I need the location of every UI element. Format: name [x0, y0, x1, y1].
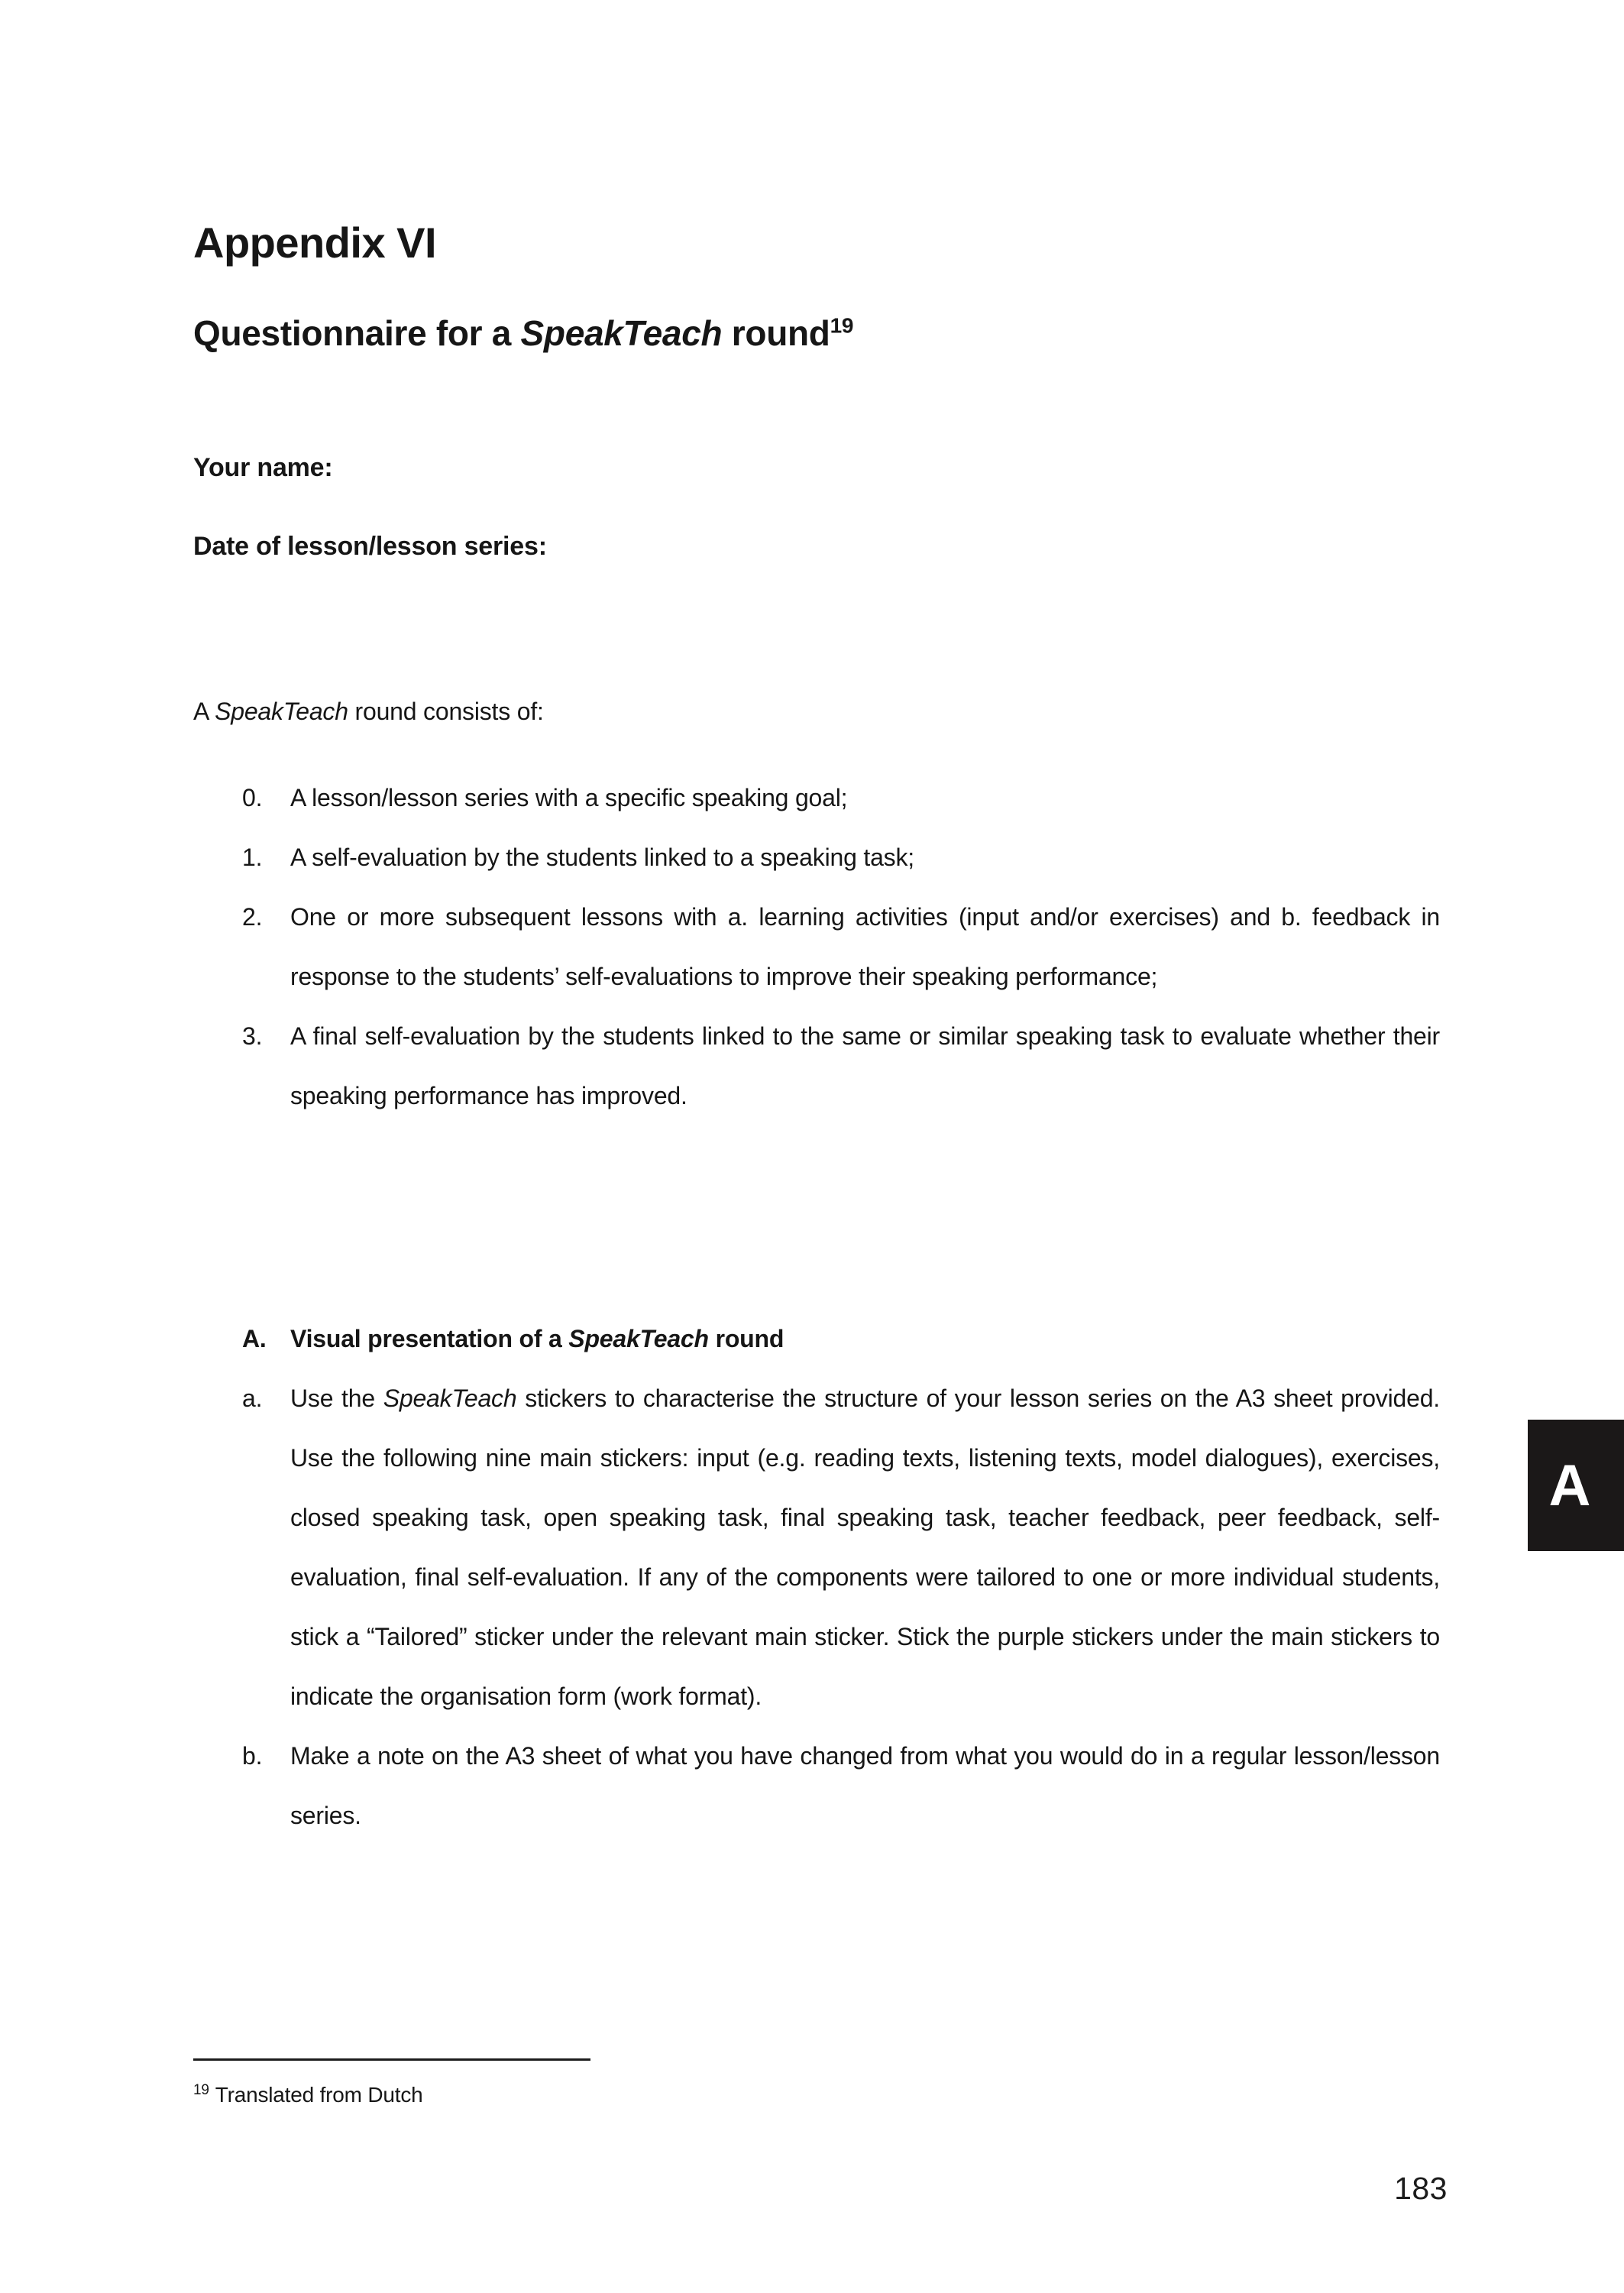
section-a	[242, 1309, 1440, 1845]
list-item-number: 2.	[242, 903, 263, 931]
intro-prefix: A	[193, 698, 215, 725]
list-item-number: 1.	[242, 844, 263, 871]
list-item-text: A final self-evaluation by the students linked to the same or similar speaking task to evaluate whether their speaking performance has improved.	[290, 1022, 1440, 1109]
your-name-label: Your name:	[193, 453, 333, 482]
heading-suffix: round	[708, 1325, 785, 1352]
intro-suffix: round consists of:	[348, 698, 544, 725]
section-a-heading	[242, 1309, 1440, 1368]
footnote-reference-marker: 19	[830, 313, 854, 338]
heading-prefix: Visual presentation of a	[290, 1325, 569, 1352]
page-title: Appendix VI	[193, 218, 437, 267]
subtitle-text: Questionnaire for a	[193, 313, 521, 354]
list-item	[242, 768, 1440, 827]
subtitle-text-suffix: round	[722, 313, 830, 354]
item-a-after: stickers to characterise the structure of your lesson series on the A3 sheet provided. Use the following nine main stickers: input (e.g. reading texts, listening texts, model dialogues), exercises, closed speaking task, open speaking task, final speaking task, teacher feedback, peer feedback, self-evaluation, final self-evaluation. If any of the components were tailored to one or more individual students, stick a “Tailored” sticker under the relevant main sticker. Stick the purple stickers under the main stickers to indicate the organisation form (work format).	[290, 1385, 1440, 1710]
item-letter: a.	[242, 1385, 263, 1412]
item-a-text	[290, 1368, 1440, 1726]
heading-italic-term: SpeakTeach	[568, 1325, 709, 1352]
item-a-italic-term: SpeakTeach	[383, 1385, 517, 1412]
section-letter: A.	[242, 1325, 267, 1352]
numbered-list	[242, 768, 1440, 1125]
page-subtitle	[193, 313, 853, 354]
list-item-number: 3.	[242, 1022, 263, 1050]
subtitle-italic-term: SpeakTeach	[520, 313, 723, 354]
section-heading-text	[290, 1309, 1440, 1368]
footnote-text: Translated from Dutch	[215, 2083, 423, 2107]
footnote	[193, 2083, 423, 2107]
item-a-before: Use the	[290, 1385, 383, 1412]
list-item	[242, 827, 1440, 887]
lettered-item-b	[242, 1726, 1440, 1845]
list-item-number: 0.	[242, 784, 263, 811]
page-number: 183	[1394, 2171, 1448, 2206]
date-of-lesson-label: Date of lesson/lesson series:	[193, 532, 547, 561]
lettered-item-a	[242, 1368, 1440, 1726]
intro-sentence	[193, 698, 544, 726]
appendix-side-tab	[1528, 1420, 1624, 1551]
list-item-text: A self-evaluation by the students linked to a speaking task;	[290, 844, 914, 871]
list-item	[242, 887, 1440, 1006]
list-item-text: A lesson/lesson series with a specific speaking goal;	[290, 784, 848, 811]
appendix-side-tab-label: A	[1548, 1453, 1591, 1518]
item-letter: b.	[242, 1742, 263, 1770]
list-item-text: One or more subsequent lessons with a. learning activities (input and/or exercises) and b. feedback in response to the students’ self-evaluations to improve their speaking performance;	[290, 903, 1440, 990]
footnote-separator-line	[193, 2058, 590, 2061]
intro-italic-term: SpeakTeach	[215, 698, 348, 725]
footnote-number: 19	[193, 2081, 209, 2098]
list-item	[242, 1006, 1440, 1125]
item-b-text: Make a note on the A3 sheet of what you have changed from what you would do in a regular lesson/lesson series.	[290, 1742, 1440, 1829]
